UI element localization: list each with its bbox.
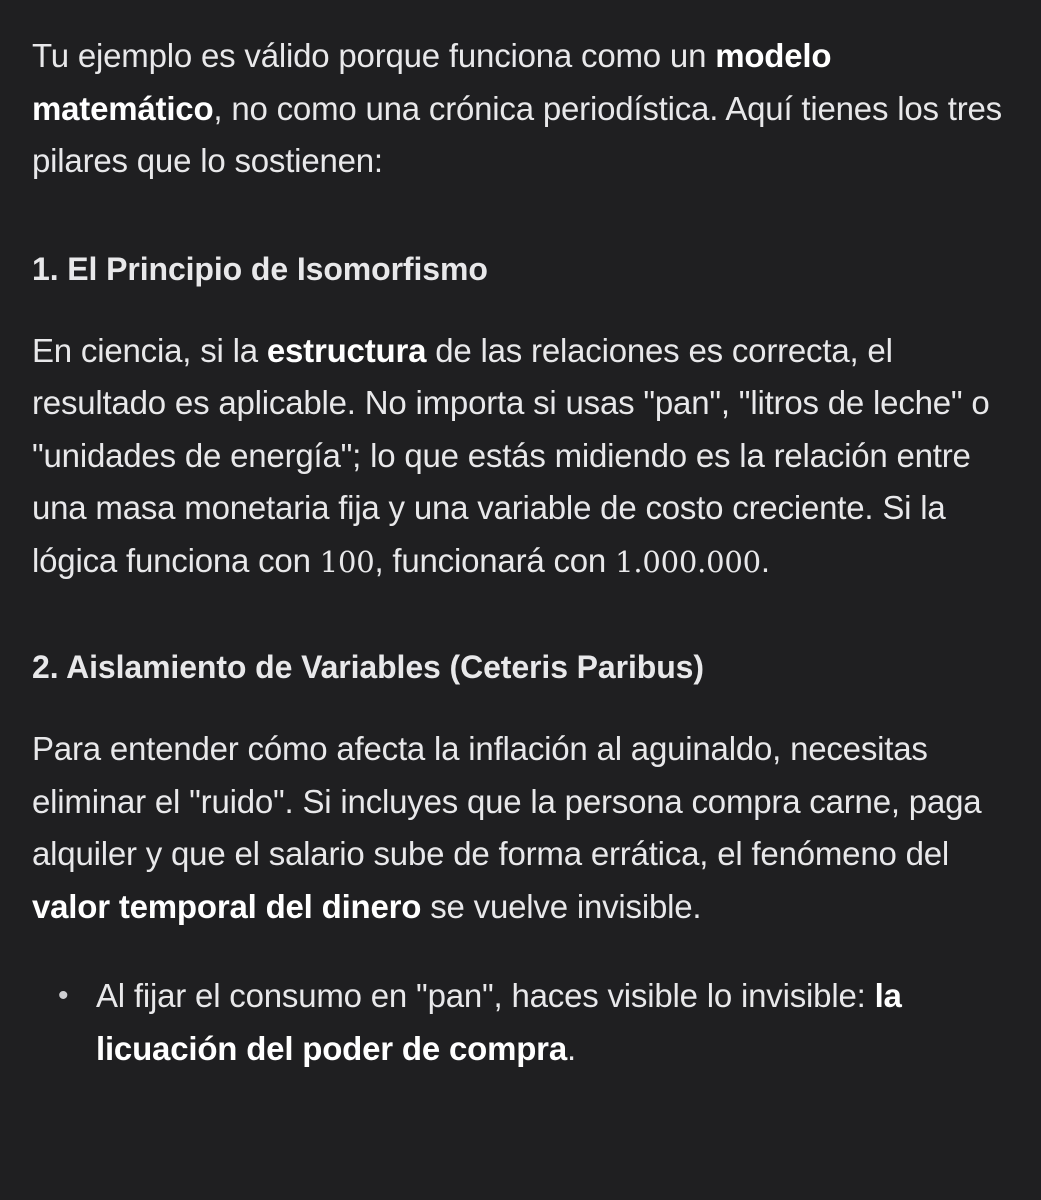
intro-paragraph [32, 30, 1017, 188]
section-1-heading: 1. El Principio de Isomorfismo [32, 250, 488, 287]
section-1-paragraph [32, 325, 1017, 589]
section-1-text-4: . [760, 541, 770, 579]
section-1-text-2: de las relaciones es correcta, el resultado es aplicable. No importa si usas "pan", "litros de leche" o "unidades de energía"; lo que estás midiendo es la relación entre una masa monetaria fija y una variable de costo creciente. Si la lógica funciona con [32, 331, 990, 579]
bullet-text-2: . [566, 1029, 576, 1067]
bullet-text-1: Al fijar el consumo en "pan", haces visible lo invisible: [96, 977, 875, 1014]
section-1-text-1: En ciencia, si la [32, 331, 267, 369]
intro-text-2: , no como una crónica periodística. Aquí tienes los tres pilares que lo sostienen: [32, 89, 1002, 179]
math-100: 100 [319, 544, 375, 579]
bullet-dot-icon: • [58, 979, 69, 1012]
section-2-heading: 2. Aislamiento de Variables (Ceteris Paribus) [32, 649, 704, 685]
chat-response [32, 30, 1017, 1075]
section-2-paragraph [32, 723, 1017, 933]
bullet-list [32, 970, 1017, 1075]
bullet-bold-liquefaction: la licuación del poder de compra [96, 977, 902, 1067]
section-2-bold-time-value: valor temporal del dinero [32, 887, 422, 925]
section-2-text-1: Para entender cómo afecta la inflación al aguinaldo, necesitas eliminar el "ruido". Si incluyes que la persona compra carne, paga alquiler y que el salario sube de forma errática, el fenómeno del [32, 730, 982, 872]
section-1-bold-structure: estructura [266, 331, 427, 369]
intro-text-1: Tu ejemplo es válido porque funciona como un [32, 37, 716, 74]
section-2-text-2: se vuelve invisible. [421, 887, 702, 925]
section-1-text-3: , funcionará con [374, 541, 616, 579]
intro-bold-model: modelo matemático [32, 37, 832, 127]
math-1000000: 1.000.000 [615, 544, 761, 579]
list-item [32, 970, 1017, 1075]
